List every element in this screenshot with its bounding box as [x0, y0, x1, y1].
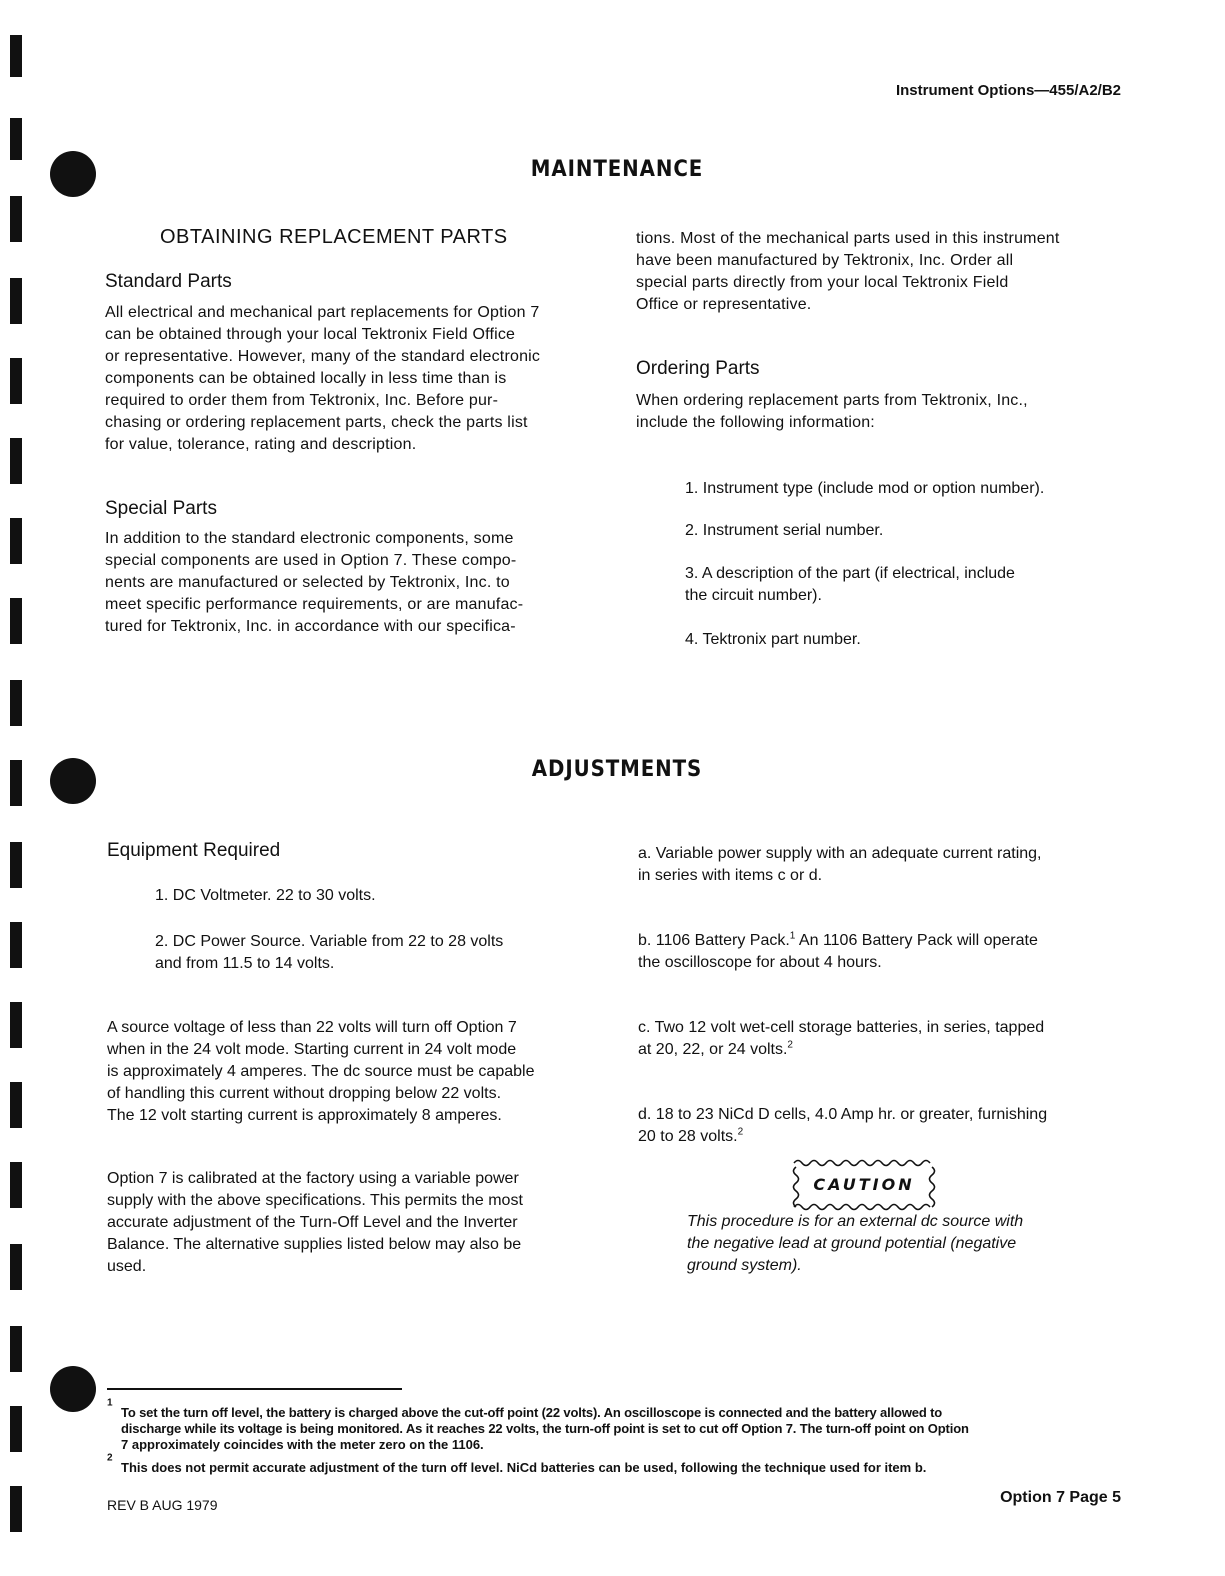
- binder-mark: [10, 922, 22, 968]
- supply-item-b: b. 1106 Battery Pack.$^1$ An 1106 Battery Pack will operate the oscilloscope for about 4 hours.: [638, 930, 1038, 971]
- calibration-paragraph: Option 7 is calibrated at the factory using a variable power supply with the above specifications. This permits the most accurate adjustment of the Turn-Off Level and the Inverter Balance. The alternative supplies listed below may also be used.: [107, 1170, 523, 1275]
- equipment-heading: Equipment Required: [107, 840, 281, 861]
- ordering-item-3-cont: the circuit number).: [685, 587, 822, 604]
- adjustments-title: ADJUSTMENTS: [531, 757, 703, 782]
- standard-parts-text: All electrical and mechanical part replacements for Option 7 can be obtained through your local Tektronix Field Office or representative. However, many of the standard electronic components can be obtained locally in less time than is required to order them from Tektronix, Inc. Before pur- chasing or ordering replacement parts, check the parts list for value, tolerance, rating and description.: [105, 304, 541, 453]
- footnote-2-mark: 2: [107, 1452, 113, 1464]
- footnote-2: This does not permit accurate adjustment of the turn off level. NiCd batteries can be used, following the technique used for item b.: [121, 1460, 927, 1475]
- footnote-1-mark: 1: [107, 1397, 113, 1409]
- footnote-ref-2: 2: [737, 1126, 744, 1138]
- binder-mark: [10, 1162, 22, 1208]
- page-number: Option 7 Page 5: [1000, 1489, 1121, 1506]
- equipment-item-2-cont: and from 11.5 to 14 volts.: [155, 955, 335, 972]
- binder-mark: [10, 438, 22, 484]
- binder-mark: [10, 1002, 22, 1048]
- binder-mark: [10, 35, 22, 77]
- equipment-item-2: 2. DC Power Source. Variable from 22 to 28 volts: [155, 933, 504, 950]
- revision-date: REV B AUG 1979: [107, 1497, 218, 1513]
- binder-mark: [10, 358, 22, 404]
- punch-hole: [50, 151, 96, 197]
- obtaining-parts-subhead: OBTAINING REPLACEMENT PARTS: [160, 226, 508, 248]
- binder-mark: [10, 118, 22, 160]
- special-parts-heading: Special Parts: [105, 498, 217, 519]
- footnote-ref-1: 1: [789, 930, 796, 942]
- caution-text: This procedure is for an external dc source with the negative lead at ground potential (negative ground system).: [687, 1213, 1024, 1274]
- special-parts-continued: tions. Most of the mechanical parts used in this instrument have been manufactured by Tektronix, Inc. Order all special parts directly from your local Tektronix Field Office or representative.: [636, 230, 1060, 313]
- footnote-1: To set the turn off level, the battery is charged above the cut-off point (22 volts). An oscilloscope is connected and the battery allowed to discharge while its voltage is being monitored. As it reaches 22 volts, the turn-off point is set to cut off Option 7. The turn-off point on Option 7 approximately coincides with the meter zero on the 1106.: [121, 1405, 969, 1452]
- ordering-item-4: 4. Tektronix part number.: [685, 631, 861, 648]
- binder-mark: [10, 760, 22, 806]
- binder-mark: [10, 1082, 22, 1128]
- supply-item-a: a. Variable power supply with an adequate current rating, in series with items c or d.: [638, 845, 1042, 884]
- maintenance-title: MAINTENANCE: [530, 157, 704, 182]
- running-head: Instrument Options—455/A2/B2: [895, 82, 1121, 99]
- binder-mark: [10, 518, 22, 564]
- binder-mark: [10, 1244, 22, 1290]
- binder-mark: [10, 1326, 22, 1372]
- ordering-item-1: 1. Instrument type (include mod or option number).: [685, 480, 1045, 497]
- punch-hole: [50, 758, 96, 804]
- caution-label: CAUTION: [813, 1175, 915, 1194]
- binder-mark: [10, 1406, 22, 1452]
- supply-item-d: d. 18 to 23 NiCd D cells, 4.0 Amp hr. or greater, furnishing 20 to 28 volts.$^2$: [638, 1106, 1048, 1145]
- special-parts-text: In addition to the standard electronic components, some special components are used in Option 7. These compo- nents are manufactured or selected by Tektronix, Inc. to meet specific performance requirements, or are manufac- tured for Tektronix, Inc. in accordance with our specifica-: [105, 530, 524, 635]
- ordering-parts-heading: Ordering Parts: [636, 358, 760, 379]
- ordering-parts-text: When ordering replacement parts from Tektronix, Inc., include the following information:: [636, 392, 1028, 431]
- binder-mark: [10, 1486, 22, 1532]
- source-voltage-paragraph: A source voltage of less than 22 volts will turn off Option 7 when in the 24 volt mode. Starting current in 24 volt mode is approximately 4 amperes. The dc source must be capable of handling this current without dropping below 22 volts. The 12 volt starting current is approximately 8 amperes.: [107, 1019, 535, 1124]
- supply-item-c: c. Two 12 volt wet-cell storage batteries, in series, tapped at 20, 22, or 24 volts.$^2$: [638, 1019, 1045, 1058]
- binder-mark: [10, 196, 22, 242]
- punch-hole: [50, 1366, 96, 1412]
- footnote-rule: [107, 1388, 402, 1390]
- standard-parts-heading: Standard Parts: [105, 271, 232, 292]
- footnote-ref-2: 2: [787, 1039, 793, 1051]
- ordering-item-2: 2. Instrument serial number.: [685, 522, 884, 539]
- binder-mark: [10, 598, 22, 644]
- binder-mark: [10, 680, 22, 726]
- binder-mark: [10, 842, 22, 888]
- equipment-item-1: 1. DC Voltmeter. 22 to 30 volts.: [155, 887, 376, 904]
- ordering-item-3: 3. A description of the part (if electrical, include: [685, 565, 1015, 582]
- binder-mark: [10, 278, 22, 324]
